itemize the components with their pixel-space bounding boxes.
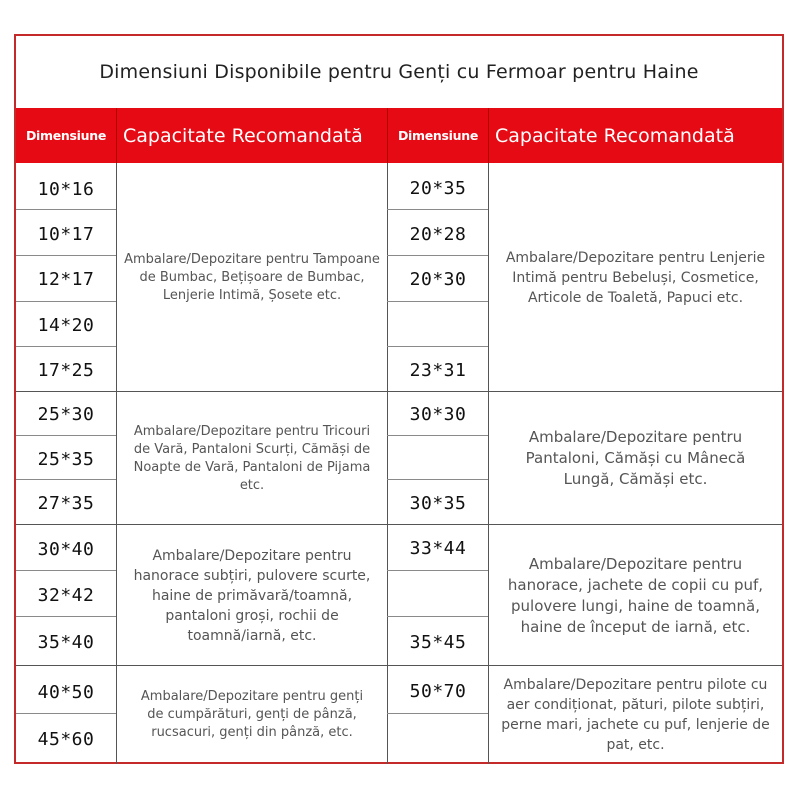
size-cell: 27*35 [37,492,95,514]
header-capacity-right: Capacitate Recomandată [495,124,735,147]
size-cell: 30*30 [409,403,467,425]
page-title: Dimensiuni Disponibile pentru Genți cu Fermoar pentru Haine [16,36,782,109]
size-cell: 45*60 [37,728,95,750]
size-cell [388,310,488,340]
capacity-description: Ambalare/Depozitare pentru pilote cu aer condiționat, pături, pilote subțiri, perne mari, jachete cu puf, lenjerie de pat, etc. [501,677,770,753]
size-cell: 35*45 [409,631,467,653]
size-cell: 12*17 [37,268,95,290]
capacity-description: Ambalare/Depozitare pentru Tricouri de Vară, Pantaloni Scurți, Cămăși de Noapte de Vară, Pantaloni de Pijama etc. [133,423,371,493]
size-cell: 20*28 [409,223,467,245]
table-header [16,108,782,163]
capacity-description: Ambalare/Depozitare pentru Tampoane de Bumbac, Bețișoare de Bumbac, Lenjerie Intimă, Șosete etc. [124,252,380,303]
size-cell: 14*20 [37,314,95,336]
size-cell: 20*30 [409,268,467,290]
size-cell [388,444,488,474]
size-cell: 25*30 [37,403,95,425]
capacity-description: Ambalare/Depozitare pentru hanorace, jachete de copii cu puf, pulovere lungi, haine de toamnă, haine de început de iarnă, etc. [507,554,764,636]
size-cell: 32*42 [37,584,95,606]
capacity-description: Ambalare/Depozitare pentru hanorace subțiri, pulovere scurte, haine de primăvară/toamnă, pantaloni groși, rochii de toamnă/iarnă, etc. [133,547,371,644]
size-cell: 20*35 [409,177,467,199]
capacity-description: Ambalare/Depozitare pentru Lenjerie Intimă pentru Bebeluși, Cosmetice, Articole de Toaletă, Papuci etc. [505,250,766,306]
size-cell [388,724,488,754]
capacity-description: Ambalare/Depozitare pentru Pantaloni, Cămăși cu Mânecă Lungă, Cămăși etc. [525,428,746,488]
size-cell: 30*35 [409,492,467,514]
size-cell: 25*35 [37,448,95,470]
size-cell: 50*70 [409,680,467,702]
size-cell: 10*17 [37,223,95,245]
size-cell: 40*50 [37,681,95,703]
size-cell [388,580,488,610]
capacity-description: Ambalare/Depozitare pentru genți de cumpărături, genți de pânză, rucsacuri, genți din pânză, etc. [140,689,364,740]
size-cell: 35*40 [37,631,95,653]
size-cell: 17*25 [37,359,95,381]
size-cell: 33*44 [409,537,467,559]
size-table [14,34,784,764]
size-cell: 30*40 [37,538,95,560]
size-cell: 23*31 [409,359,467,381]
header-capacity-left: Capacitate Recomandată [123,124,363,147]
header-size-left: Dimensiune [25,128,107,143]
header-size-right: Dimensiune [397,128,479,143]
size-cell: 10*16 [37,178,95,200]
